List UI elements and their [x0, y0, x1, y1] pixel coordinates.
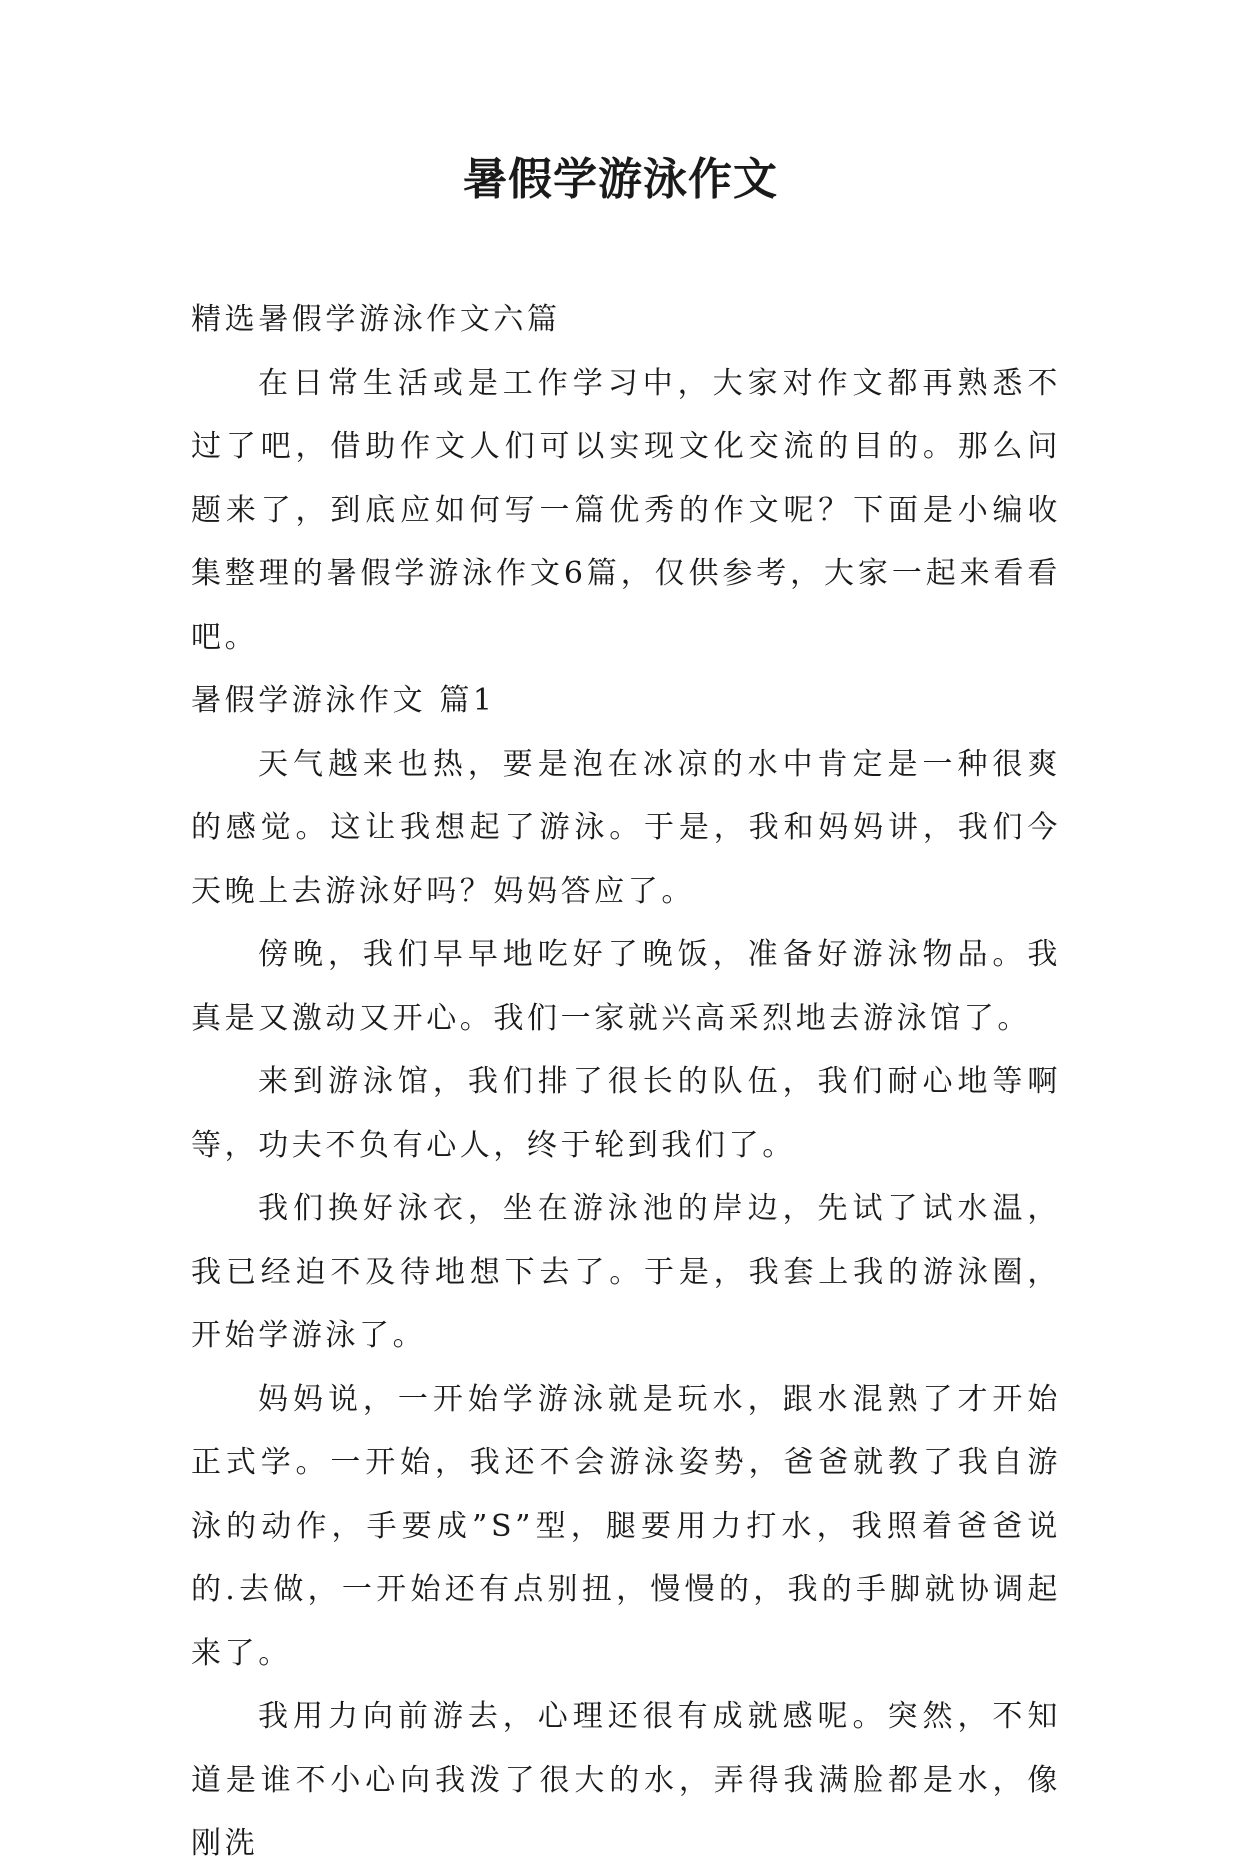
body-paragraph: 妈妈说，一开始学游泳就是玩水，跟水混熟了才开始正式学。一开始，我还不会游泳姿势，爸爸就教了我自游泳的动作，手要成”S”型，腿要用力打水，我照着爸爸说的.去做，一开始还有点别扭，慢慢的，我的手脚就协调起来了。: [191, 1381, 1061, 1671]
body-paragraph: 天气越来也热，要是泡在冰凉的水中肯定是一种很爽的感觉。这让我想起了游泳。于是，我和妈妈讲，我们今天晚上去游泳好吗？妈妈答应了。: [191, 746, 1061, 909]
document-body: [191, 288, 1061, 1876]
body-paragraph: 傍晚，我们早早地吃好了晚饭，准备好游泳物品。我真是又激动又开心。我们一家就兴高采烈地去游泳馆了。: [191, 937, 1061, 1036]
intro-paragraph: 在日常生活或是工作学习中，大家对作文都再熟悉不过了吧，借助作文人们可以实现文化交流的目的。那么问题来了，到底应如何写一篇优秀的作文呢？下面是小编收集整理的暑假学游泳作文6篇，仅供参考，大家一起来看看吧。: [191, 365, 1061, 655]
body-paragraph: 我们换好泳衣，坐在游泳池的岸边，先试了试水温，我已经迫不及待地想下去了。于是，我套上我的游泳圈，开始学游泳了。: [191, 1191, 1061, 1353]
document-subtitle: 精选暑假学游泳作文六篇: [191, 302, 561, 337]
section-heading: 暑假学游泳作文 篇1: [191, 683, 496, 718]
body-paragraph: 我用力向前游去，心理还很有成就感呢。突然，不知道是谁不小心向我泼了很大的水，弄得我满脸都是水，像刚洗: [191, 1699, 1061, 1861]
body-paragraph: 来到游泳馆，我们排了很长的队伍，我们耐心地等啊等，功夫不负有心人，终于轮到我们了。: [191, 1064, 1061, 1163]
document-title: 暑假学游泳作文: [463, 154, 778, 205]
